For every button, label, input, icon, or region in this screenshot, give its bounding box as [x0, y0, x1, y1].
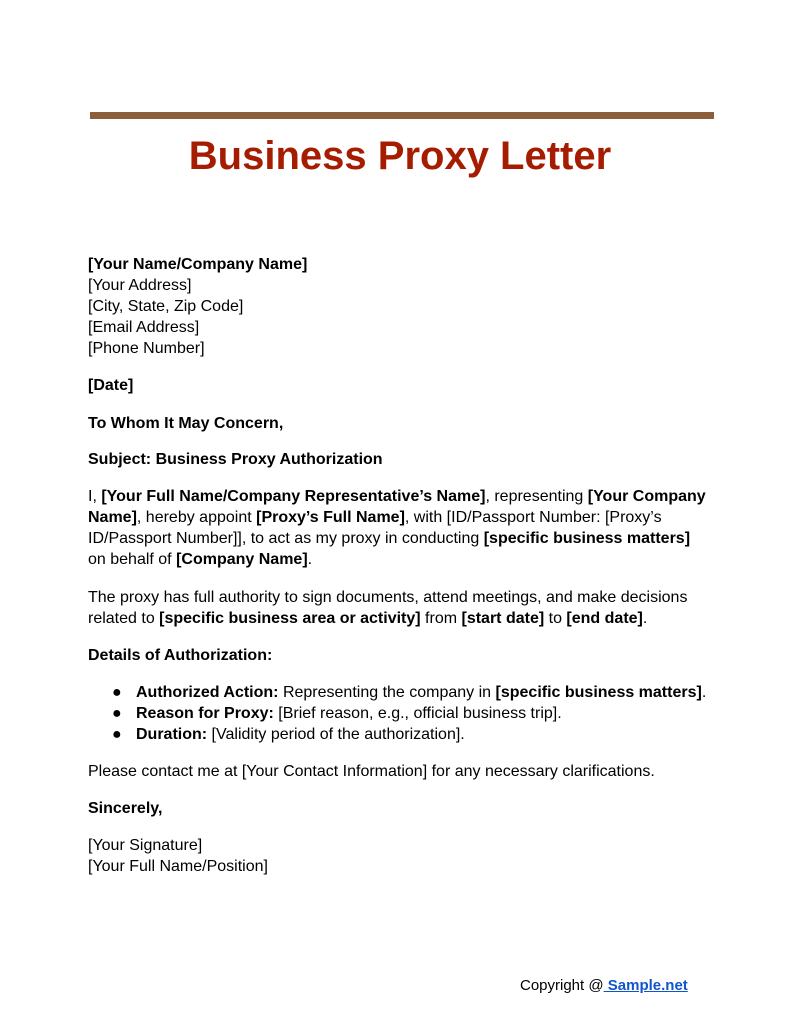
list-item — [88, 703, 712, 724]
para1-text-4: , with [ID/Passport Number: [Proxy’s ID/Passport Number]], to act as my proxy in conducting — [88, 509, 662, 547]
para1-representative-name: [Your Full Name/Company Representative’s Name] — [101, 488, 486, 505]
detail-text: [Brief reason, e.g., official business trip]. — [273, 705, 562, 722]
detail-text: [Validity period of the authorization]. — [207, 726, 465, 743]
details-list — [88, 682, 712, 745]
bullet-icon: ● — [112, 705, 122, 722]
sender-phone: [Phone Number] — [88, 340, 205, 357]
appointment-paragraph — [88, 486, 712, 570]
authority-paragraph — [88, 587, 712, 629]
sender-block — [88, 254, 712, 359]
para2-text-4: . — [642, 610, 648, 627]
para1-text-5: on behalf of — [88, 551, 177, 568]
sender-address: [Your Address] — [88, 277, 192, 294]
salutation: To Whom It May Concern, — [88, 415, 284, 432]
para1-text-2: , representing — [485, 488, 588, 505]
para1-company-name: [Your Company Name] — [88, 488, 706, 526]
copyright-footer — [520, 976, 688, 996]
para1-text-1: I, — [88, 488, 102, 505]
signature-line: [Your Signature] — [88, 837, 203, 854]
closing: Sincerely, — [88, 800, 163, 817]
letter-body — [88, 254, 712, 877]
subject-line: Subject: Business Proxy Authorization — [88, 451, 383, 468]
detail-end: . — [701, 684, 707, 701]
list-item — [88, 682, 712, 703]
list-item — [88, 724, 712, 745]
top-divider — [90, 112, 714, 119]
para1-text-6: . — [307, 551, 313, 568]
para2-text-2: from — [420, 610, 462, 627]
sender-email: [Email Address] — [88, 319, 200, 336]
para2-text-1: The proxy has full authority to sign documents, attend meetings, and make decisions related to — [88, 589, 688, 627]
para1-business-matters: [specific business matters] — [483, 530, 691, 547]
page-title: Business Proxy Letter — [188, 134, 612, 178]
sender-city: [City, State, Zip Code] — [88, 298, 244, 315]
detail-label: Authorized Action: — [136, 684, 279, 701]
detail-label: Reason for Proxy: — [136, 705, 274, 722]
details-heading: Details of Authorization: — [88, 647, 273, 664]
detail-label: Duration: — [136, 726, 208, 743]
para1-proxy-name: [Proxy’s Full Name] — [256, 509, 405, 526]
contact-line: Please contact me at [Your Contact Information] for any necessary clarifications. — [88, 763, 655, 780]
detail-text: Representing the company in — [278, 684, 496, 701]
sample-net-link[interactable]: Sample.net — [603, 977, 688, 994]
signature-block — [88, 835, 712, 877]
para2-business-area: [specific business area or activity] — [159, 610, 421, 627]
bullet-icon: ● — [112, 684, 122, 701]
para1-company: [Company Name] — [176, 551, 308, 568]
para2-end-date: [end date] — [566, 610, 643, 627]
signer-name: [Your Full Name/Position] — [88, 858, 268, 875]
para2-text-3: to — [544, 610, 567, 627]
bullet-icon: ● — [112, 726, 122, 743]
para2-start-date: [start date] — [461, 610, 545, 627]
para1-text-3: , hereby appoint — [136, 509, 257, 526]
detail-bold: [specific business matters] — [495, 684, 702, 701]
copyright-text: Copyright @ — [520, 977, 604, 994]
letter-date: [Date] — [88, 377, 134, 394]
sender-name: [Your Name/Company Name] — [88, 256, 308, 273]
